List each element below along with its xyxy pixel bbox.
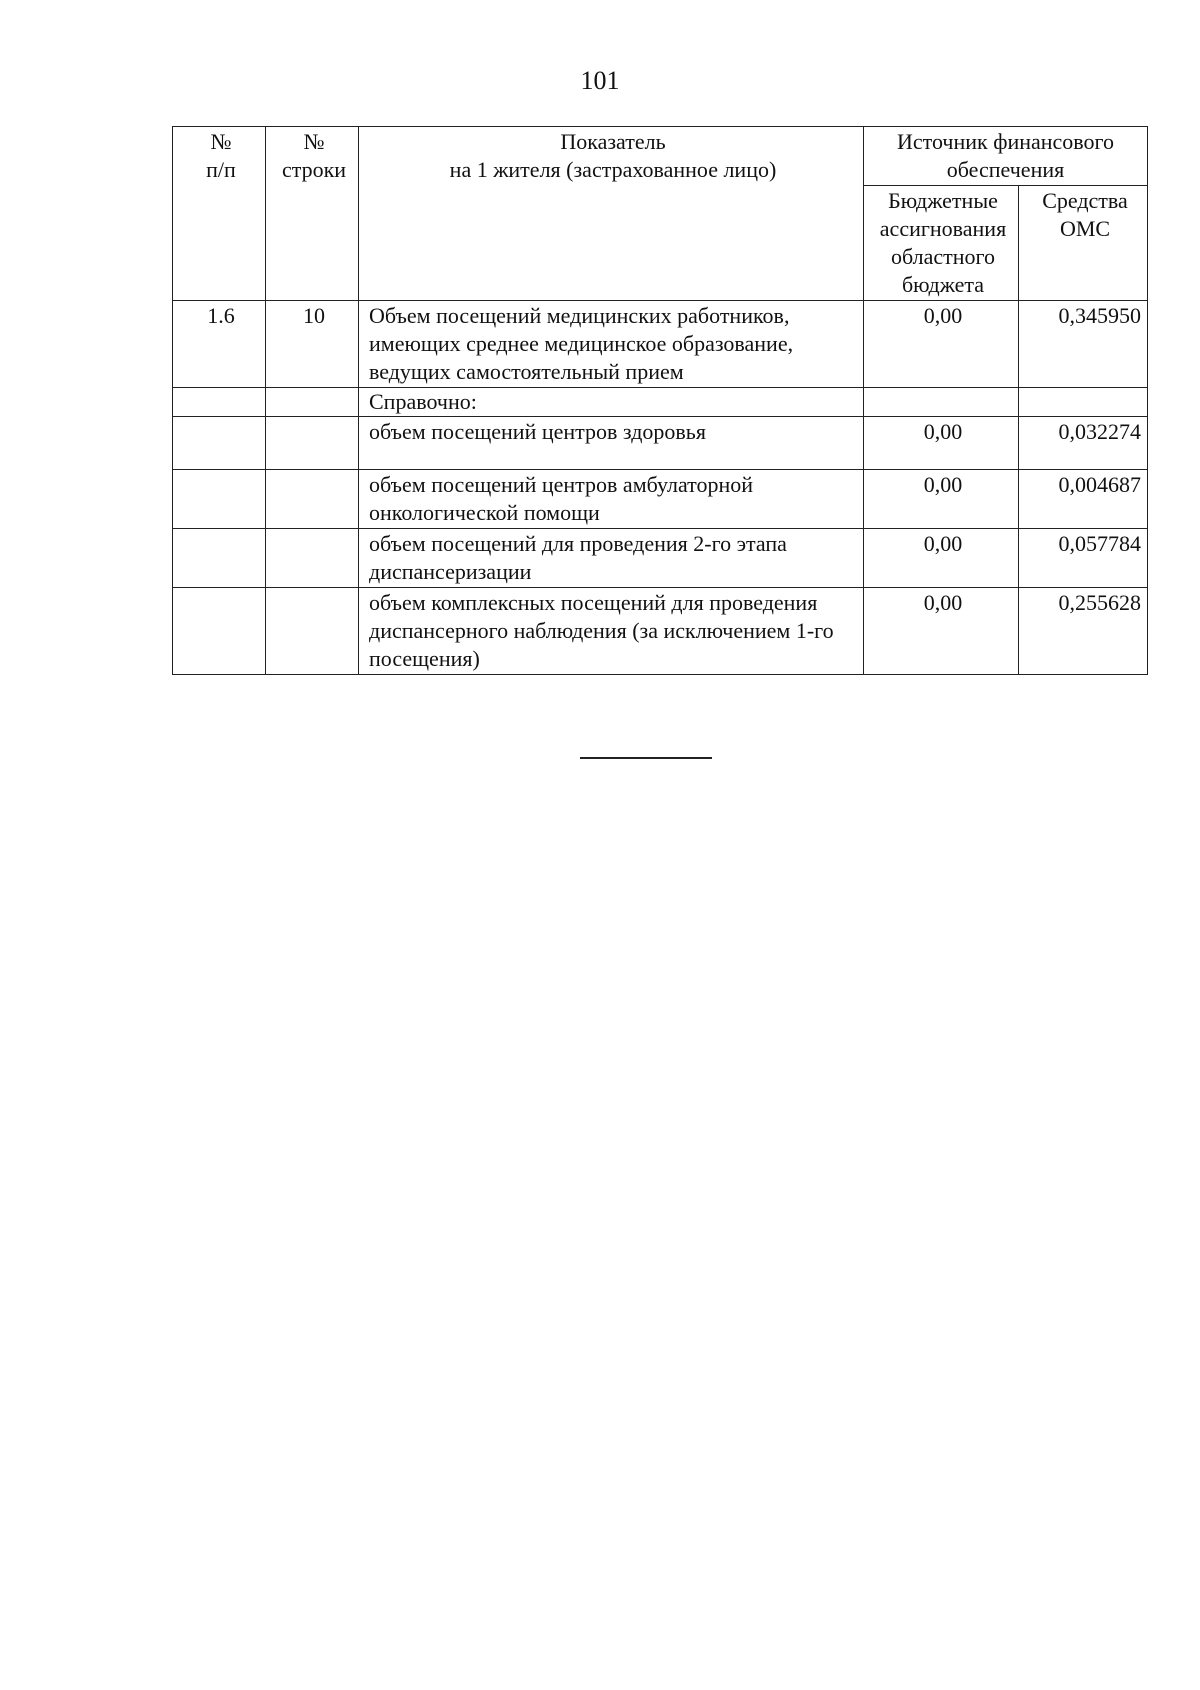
header-regional-budget: Бюджетные ассигнования областного бюджета (864, 186, 1019, 301)
cell-indicator: объем посещений для проведения 2-го этапа диспансеризации (359, 529, 864, 588)
cell-indicator: объем посещений центров здоровья (359, 417, 864, 470)
cell-budget-value: 0,00 (864, 301, 1019, 388)
cell-item-number (173, 529, 266, 588)
cell-row-number (266, 388, 359, 417)
header-row-number: № строки (266, 127, 359, 301)
page-number: 101 (580, 66, 620, 95)
cell-budget-value: 0,00 (864, 417, 1019, 470)
cell-oms-value (1019, 388, 1148, 417)
cell-indicator: объем комплексных посещений для проведения диспансерного наблюдения (за исключением 1-го посещения) (359, 588, 864, 675)
cell-budget-value: 0,00 (864, 470, 1019, 529)
cell-item-number: 1.6 (173, 301, 266, 388)
cell-indicator: Справочно: (359, 388, 864, 417)
table-row (173, 529, 1148, 588)
table-row (173, 388, 1148, 417)
cell-row-number (266, 470, 359, 529)
header-funding-source: Источник финансового обеспечения (864, 127, 1148, 186)
table-row (173, 470, 1148, 529)
cell-item-number (173, 588, 266, 675)
table-row (173, 588, 1148, 675)
table-row (173, 301, 1148, 388)
cell-budget-value: 0,00 (864, 588, 1019, 675)
cell-item-number (173, 417, 266, 470)
cell-oms-value: 0,032274 (1019, 417, 1148, 470)
indicator-table (172, 126, 1148, 675)
cell-oms-value: 0,004687 (1019, 470, 1148, 529)
cell-row-number: 10 (266, 301, 359, 388)
end-of-document-rule (580, 757, 712, 759)
cell-item-number (173, 470, 266, 529)
cell-oms-value: 0,255628 (1019, 588, 1148, 675)
cell-budget-value (864, 388, 1019, 417)
header-item-number: № п/п (173, 127, 266, 301)
cell-budget-value: 0,00 (864, 529, 1019, 588)
cell-oms-value: 0,345950 (1019, 301, 1148, 388)
cell-item-number (173, 388, 266, 417)
table-row (173, 417, 1148, 470)
table-header-row (173, 127, 1148, 186)
cell-indicator: Объем посещений медицинских работников, имеющих среднее медицинское образование, ведущих самостоятельный прием (359, 301, 864, 388)
header-oms-funds: Средства ОМС (1019, 186, 1148, 301)
cell-oms-value: 0,057784 (1019, 529, 1148, 588)
header-indicator: Показатель на 1 жителя (застрахованное лицо) (359, 127, 864, 301)
cell-indicator: объем посещений центров амбулаторной онкологической помощи (359, 470, 864, 529)
cell-row-number (266, 588, 359, 675)
cell-row-number (266, 417, 359, 470)
cell-row-number (266, 529, 359, 588)
